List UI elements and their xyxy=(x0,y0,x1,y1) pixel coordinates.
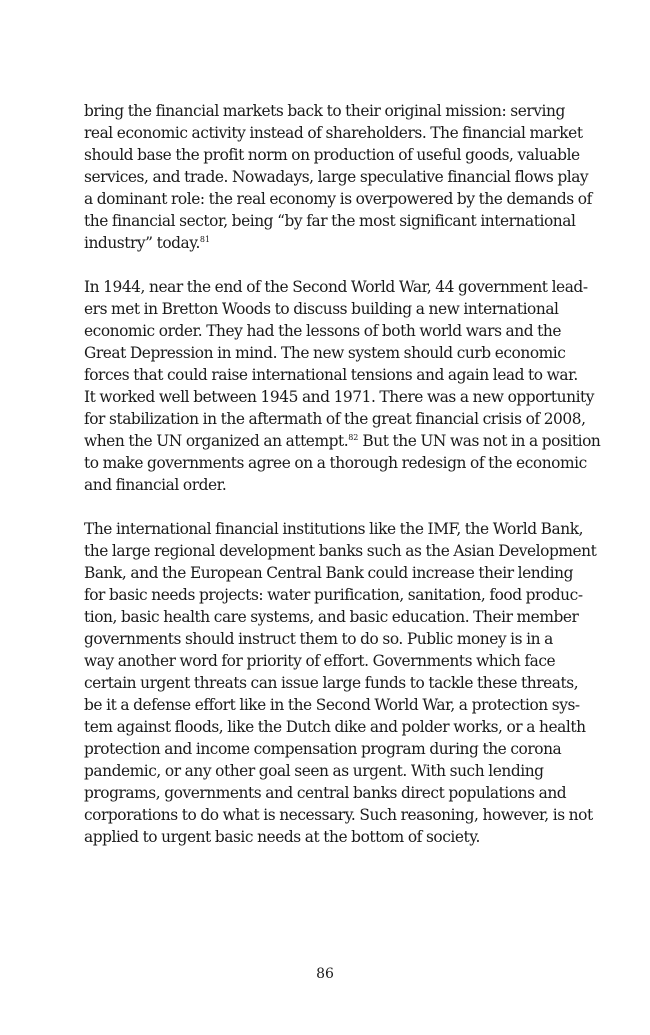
line-text: But the UN was not in a position xyxy=(358,432,601,450)
text-line: be it a defense effort like in the Second World War, a protection sys- xyxy=(84,696,580,714)
text-line: services, and trade. Nowadays, large speculative financial flows play xyxy=(84,168,589,186)
text-line: In 1944, near the end of the Second World War, 44 government lead- xyxy=(84,278,588,296)
text-line: tion, basic health care systems, and basic education. Their member xyxy=(84,608,579,626)
text-line: forces that could raise international tensions and again lead to war. xyxy=(84,366,578,384)
text-line: programs, governments and central banks direct populations and xyxy=(84,784,567,802)
text-line: Bank, and the European Central Bank could increase their lending xyxy=(84,564,574,582)
line-text: when the UN organized an attempt. xyxy=(84,432,349,450)
line-text: industry” today. xyxy=(84,234,200,252)
text-line: the large regional development banks such as the Asian Development xyxy=(84,542,597,560)
footnote-marker[interactable]: 81 xyxy=(199,235,211,244)
text-line: pandemic, or any other goal seen as urgent. With such lending xyxy=(84,762,544,780)
text-line: governments should instruct them to do so. Public money is in a xyxy=(84,630,553,648)
text-line: real economic activity instead of shareholders. The financial market xyxy=(84,124,583,142)
page-number: 86 xyxy=(316,966,334,982)
text-line: a dominant role: the real economy is overpowered by the demands of xyxy=(84,190,592,208)
text-line: and financial order. xyxy=(84,476,227,494)
paragraph xyxy=(84,518,597,848)
text-line: the financial sector, being “by far the most significant international xyxy=(84,212,576,230)
text-line: Great Depression in mind. The new system should curb economic xyxy=(84,344,566,362)
paragraph xyxy=(84,276,601,496)
text-line: economic order. They had the lessons of both world wars and the xyxy=(84,322,562,340)
text-line: certain urgent threats can issue large funds to tackle these threats, xyxy=(84,674,579,692)
text-line: corporations to do what is necessary. Such reasoning, however, is not xyxy=(84,806,593,824)
body-text xyxy=(84,100,601,848)
text-line: It worked well between 1945 and 1971. There was a new opportunity xyxy=(84,388,595,406)
text-line: applied to urgent basic needs at the bottom of society. xyxy=(84,828,480,846)
text-line: bring the financial markets back to their original mission: serving xyxy=(84,102,565,120)
text-line xyxy=(84,430,601,452)
text-line: should base the profit norm on production of useful goods, valuable xyxy=(84,146,580,164)
text-line: for stabilization in the aftermath of the great financial crisis of 2008, xyxy=(84,410,586,428)
text-line: way another word for priority of effort. Governments which face xyxy=(84,652,556,670)
footnote-marker[interactable]: 82 xyxy=(348,433,359,442)
text-line xyxy=(84,232,564,254)
text-line: tem against floods, like the Dutch dike and polder works, or a health xyxy=(84,718,586,736)
text-line: The international financial institutions like the IMF, the World Bank, xyxy=(84,520,584,538)
text-line: for basic needs projects: water purification, sanitation, food produc- xyxy=(84,586,583,604)
text-line: to make governments agree on a thorough redesign of the economic xyxy=(84,454,587,472)
paragraph xyxy=(84,100,592,254)
text-line: ers met in Bretton Woods to discuss building a new international xyxy=(84,300,559,318)
text-line: protection and income compensation program during the corona xyxy=(84,740,562,758)
